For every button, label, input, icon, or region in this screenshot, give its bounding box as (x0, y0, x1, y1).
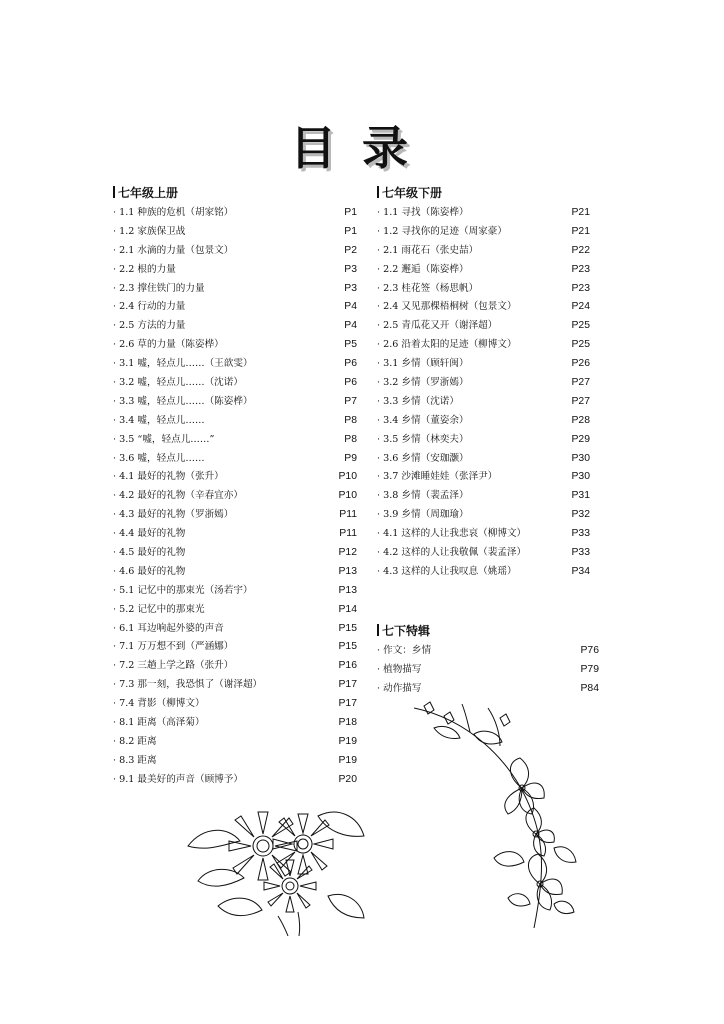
toc-entry[interactable] (113, 298, 357, 317)
toc-entry[interactable] (377, 298, 590, 317)
toc-entry[interactable] (113, 563, 357, 582)
toc-entry-page: P25 (571, 320, 590, 332)
toc-entry-title: · 3.5 “嘘，轻点儿……” (113, 431, 214, 450)
toc-entry[interactable] (377, 374, 590, 393)
toc-entry[interactable] (113, 733, 357, 752)
toc-entry[interactable] (113, 620, 357, 639)
toc-entry-title: · 4.3 最好的礼物（罗浙嫣） (113, 506, 233, 525)
section-heading-label: 七下特辑 (382, 624, 431, 638)
toc-entry[interactable] (377, 223, 590, 242)
toc-column-special (377, 622, 599, 699)
toc-entry[interactable] (113, 280, 357, 299)
toc-entry-page: P25 (571, 339, 590, 351)
toc-entry-title: · 4.1 这样的人让我悲哀（柳博文） (377, 525, 526, 544)
toc-entry[interactable] (377, 317, 590, 336)
toc-entry[interactable] (377, 204, 590, 223)
toc-entry-page: P23 (571, 282, 590, 294)
toc-entry[interactable] (113, 355, 357, 374)
toc-entry-title: · 3.3 乡情（沈诺） (377, 393, 459, 412)
toc-entry-title: · 作文：乡情 (377, 642, 431, 661)
toc-entry[interactable] (377, 412, 590, 431)
toc-entry-page: P22 (571, 244, 590, 256)
toc-entry-title: · 3.2 乡情（罗浙嫣） (377, 374, 469, 393)
toc-entry-title: · 3.7 沙滩睡娃娃（张泽尹） (377, 468, 497, 487)
toc-entry[interactable] (377, 450, 590, 469)
toc-entry[interactable] (377, 431, 590, 450)
toc-entry[interactable] (377, 487, 590, 506)
toc-entry-page: P27 (571, 395, 590, 407)
toc-entry-title: · 4.3 这样的人让我叹息（姚瑶） (377, 563, 517, 582)
toc-entry-page: P15 (338, 622, 357, 634)
toc-entry-page: P14 (338, 603, 357, 615)
toc-entry[interactable] (113, 506, 357, 525)
toc-entry[interactable] (113, 204, 357, 223)
section-heading-special (377, 622, 599, 640)
toc-entry-title: · 8.1 距离（高泽菊） (113, 714, 205, 733)
toc-entry[interactable] (113, 676, 357, 695)
toc-entry-title: · 3.9 乡情（周珈瑜） (377, 506, 469, 525)
toc-entry-page: P3 (344, 282, 357, 294)
toc-entry-title: · 2.4 行动的力量 (113, 298, 185, 317)
toc-entry-page: P13 (338, 565, 357, 577)
toc-entry[interactable] (113, 317, 357, 336)
toc-entry-page: P4 (344, 320, 357, 332)
toc-entry-title: · 4.6 最好的礼物 (113, 563, 185, 582)
toc-entry-page: P10 (338, 490, 357, 502)
toc-entry[interactable] (377, 563, 590, 582)
toc-entry-title: · 3.1 嘘，轻点儿……（王歆雯） (113, 355, 253, 374)
toc-entry-title: · 4.5 最好的礼物 (113, 544, 185, 563)
toc-entry[interactable] (113, 450, 357, 469)
toc-entry[interactable] (113, 223, 357, 242)
toc-entry[interactable] (113, 695, 357, 714)
toc-entry[interactable] (377, 468, 590, 487)
toc-entry-page: P19 (338, 735, 357, 747)
toc-entry-title: · 2.4 又见那棵梧桐树（包景文） (377, 298, 517, 317)
toc-entry-page: P8 (344, 433, 357, 445)
toc-entry[interactable] (113, 752, 357, 771)
toc-entry-page: P32 (571, 509, 590, 521)
section-heading-label: 七年级下册 (382, 186, 443, 200)
toc-entry-page: P4 (344, 301, 357, 313)
toc-entry-page: P79 (580, 663, 599, 675)
toc-entry-title: · 9.1 最美好的声音（顾博予） (113, 771, 243, 790)
toc-entry-title: · 2.6 沿着太阳的足迹（柳博文） (377, 336, 517, 355)
toc-entry-title: · 3.1 乡情（顾轩闽） (377, 355, 469, 374)
toc-entry-title: · 5.2 记忆中的那束光 (113, 601, 205, 620)
toc-entry[interactable] (377, 642, 599, 661)
section-heading-grade7-first (113, 184, 357, 202)
toc-entry-page: P6 (344, 377, 357, 389)
toc-entry-page: P21 (571, 207, 590, 218)
heading-bar (377, 624, 379, 636)
toc-entry-page: P11 (339, 528, 357, 540)
toc-entry-page: P1 (344, 207, 357, 218)
toc-entry-title: · 3.4 嘘，轻点儿…… (113, 412, 205, 431)
toc-entry-title: · 2.3 桂花签（杨思帆） (377, 280, 478, 299)
toc-entry-page: P30 (571, 471, 590, 483)
toc-entry-title: · 4.4 最好的礼物 (113, 525, 185, 544)
toc-entry-title: · 4.1 最好的礼物（张升） (113, 468, 224, 487)
toc-entry-page: P3 (344, 263, 357, 275)
toc-entry-title: · 1.1 种族的危机（胡家铭） (113, 204, 233, 223)
toc-entry-title: · 2.5 方法的力量 (113, 317, 185, 336)
toc-entry-page: P8 (344, 414, 357, 426)
toc-entry[interactable] (377, 525, 590, 544)
heading-bar (377, 186, 379, 198)
toc-entry-page: P15 (338, 641, 357, 653)
toc-entry-title: · 7.4 背影（柳博文） (113, 695, 205, 714)
flower-bouquet-illustration (178, 786, 368, 938)
toc-entry-page: P34 (571, 565, 590, 577)
toc-entry-page: P11 (339, 509, 357, 521)
toc-entry[interactable] (377, 544, 590, 563)
toc-entry-title: · 2.6 草的力量（陈姿桦） (113, 336, 224, 355)
toc-entry[interactable] (113, 657, 357, 676)
toc-entry[interactable] (377, 680, 599, 699)
toc-entry-title: · 1.2 寻找你的足迹（周家豪） (377, 223, 507, 242)
toc-entry-page: P6 (344, 358, 357, 370)
toc-entry-title: · 7.1 万万想不到（严涵娜） (113, 638, 233, 657)
toc-entry-title: · 4.2 这样的人让我敬佩（裴孟泽） (377, 544, 526, 563)
toc-column-grade7-first (113, 184, 357, 790)
toc-column-grade7-second (377, 184, 590, 582)
toc-entry[interactable] (377, 280, 590, 299)
toc-entry[interactable] (113, 393, 357, 412)
toc-entry-page: P84 (580, 682, 599, 694)
toc-entry[interactable] (377, 336, 590, 355)
toc-entry[interactable] (113, 525, 357, 544)
toc-entry[interactable] (113, 487, 357, 506)
toc-entry-title: · 3.6 乡情（安珈灏） (377, 450, 469, 469)
toc-entry-title: · 5.1 记忆中的那束光（汤若宇） (113, 582, 253, 601)
heading-bar (113, 186, 115, 198)
toc-entry-title: · 1.1 寻找（陈姿桦） (377, 204, 469, 223)
toc-entry-page: P1 (344, 225, 357, 237)
toc-entry-title: · 植物描写 (377, 661, 421, 680)
toc-entry-page: P2 (344, 244, 357, 256)
toc-entry-page: P17 (338, 679, 357, 691)
toc-entry[interactable] (113, 544, 357, 563)
toc-entry-page: P33 (571, 528, 590, 540)
toc-entry-title: · 动作描写 (377, 680, 421, 699)
toc-entry-page: P7 (344, 395, 357, 407)
toc-entry-title: · 2.1 水滴的力量（包景文） (113, 242, 233, 261)
toc-entry-page: P21 (571, 225, 590, 237)
toc-entry-title: · 2.5 青瓜花又开（谢泽超） (377, 317, 497, 336)
toc-entry[interactable] (113, 336, 357, 355)
toc-entry[interactable] (113, 582, 357, 601)
toc-entry-page: P13 (338, 584, 357, 596)
toc-entry[interactable] (113, 638, 357, 657)
toc-entry-title: · 8.2 距离 (113, 733, 157, 752)
toc-entry-page: P5 (344, 339, 357, 351)
toc-entry[interactable] (113, 261, 357, 280)
toc-entry-page: P76 (580, 645, 599, 656)
toc-entry[interactable] (113, 431, 357, 450)
toc-entry[interactable] (377, 261, 590, 280)
toc-entry[interactable] (377, 661, 599, 680)
toc-entry-title: · 3.5 乡情（林奕夫） (377, 431, 469, 450)
section-heading-label: 七年级上册 (118, 186, 179, 200)
toc-entry-title: · 3.8 乡情（裴孟泽） (377, 487, 469, 506)
toc-entry-title: · 8.3 距离 (113, 752, 157, 771)
toc-entry-title: · 3.4 乡情（董姿余） (377, 412, 469, 431)
toc-entry[interactable] (113, 714, 357, 733)
toc-entry-page: P26 (571, 358, 590, 370)
toc-list (377, 204, 590, 582)
toc-entry-page: P29 (571, 433, 590, 445)
toc-entry[interactable] (113, 242, 357, 261)
toc-entry-page: P23 (571, 263, 590, 275)
toc-entry-page: P9 (344, 452, 357, 464)
toc-entry-title: · 2.2 邂逅（陈姿桦） (377, 261, 469, 280)
toc-entry-page: P28 (571, 414, 590, 426)
toc-entry-title: · 1.2 家族保卫战 (113, 223, 185, 242)
section-heading-grade7-second (377, 184, 590, 202)
toc-entry-page: P19 (338, 754, 357, 766)
toc-entry-page: P30 (571, 452, 590, 464)
toc-entry-page: P16 (338, 660, 357, 672)
toc-entry-title: · 3.6 嘘，轻点儿…… (113, 450, 205, 469)
toc-entry-page: P20 (338, 773, 357, 785)
toc-entry-page: P27 (571, 377, 590, 389)
toc-entry[interactable] (113, 412, 357, 431)
toc-entry[interactable] (113, 374, 357, 393)
toc-entry-title: · 6.1 耳边响起外婆的声音 (113, 620, 224, 639)
toc-entry-page: P18 (338, 717, 357, 729)
toc-entry-title: · 2.3 撑住铁门的力量 (113, 280, 205, 299)
toc-entry-title: · 7.3 那一刻，我恐惧了（谢泽超） (113, 676, 262, 695)
toc-entry-title: · 3.3 嘘，轻点儿……（陈姿桦） (113, 393, 253, 412)
toc-list (113, 204, 357, 790)
toc-entry[interactable] (377, 242, 590, 261)
toc-entry[interactable] (113, 601, 357, 620)
toc-entry-title: · 3.2 嘘，轻点儿……（沈诺） (113, 374, 243, 393)
toc-entry[interactable] (377, 506, 590, 525)
toc-entry-title: · 7.2 三趟上学之路（张升） (113, 657, 233, 676)
page-title: 目录 (290, 121, 434, 175)
toc-entry-title: · 2.2 根的力量 (113, 261, 176, 280)
flower-garland-illustration (404, 698, 582, 934)
toc-entry[interactable] (377, 355, 590, 374)
toc-entry[interactable] (113, 468, 357, 487)
toc-entry-page: P12 (338, 547, 357, 559)
toc-entry[interactable] (377, 393, 590, 412)
toc-entry-page: P17 (338, 698, 357, 710)
toc-entry-page: P24 (571, 301, 590, 313)
toc-entry-page: P33 (571, 547, 590, 559)
toc-entry-page: P10 (338, 471, 357, 483)
toc-entry-title: · 4.2 最好的礼物（辛春宜亦） (113, 487, 243, 506)
toc-entry-page: P31 (571, 490, 590, 502)
toc-entry-title: · 2.1 雨花石（张史喆） (377, 242, 478, 261)
toc-list (377, 642, 599, 699)
